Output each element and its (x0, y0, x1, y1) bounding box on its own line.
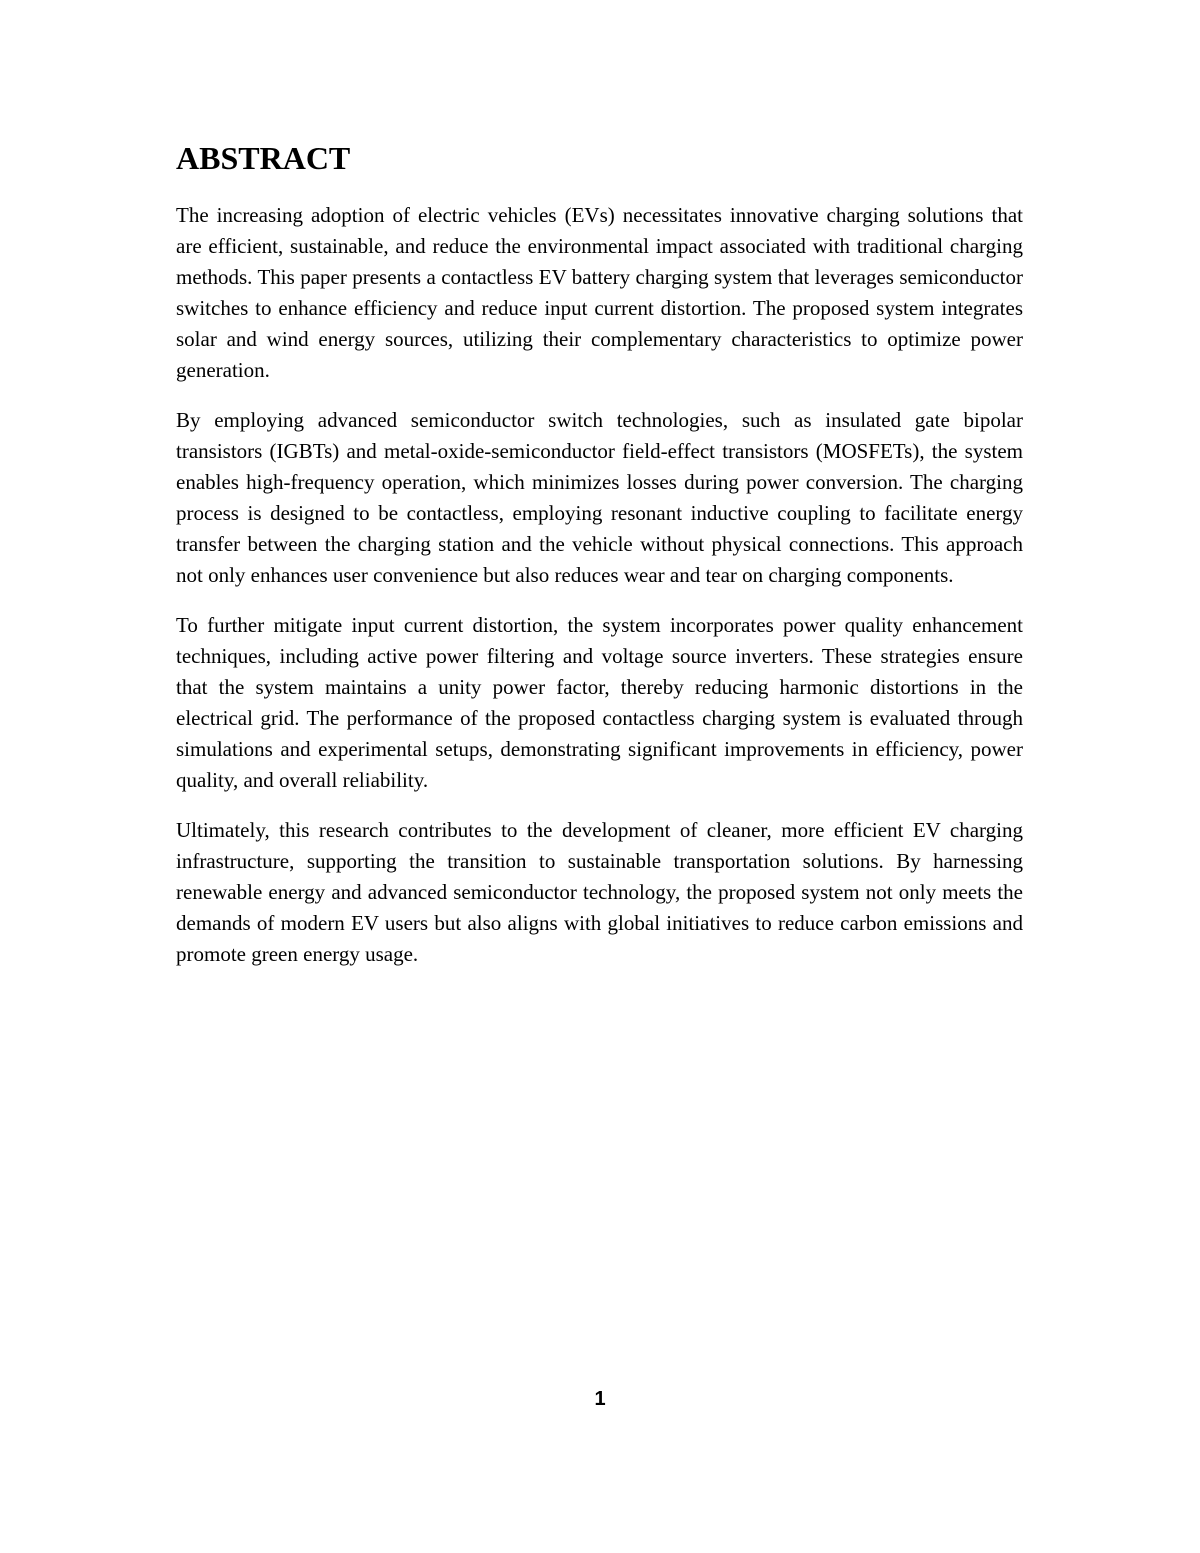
paragraph: Ultimately, this research contributes to the development of cleaner, more efficient EV charging infrastructure, supporting the transition to sustainable transportation solutions. By harnessing renewable energy and advanced semiconductor technology, the proposed system not only meets the demands of modern EV users but also aligns with global initiatives to reduce carbon emissions and promote green energy usage. (176, 818, 1023, 966)
page-number: 1 (594, 1388, 606, 1410)
abstract-body (176, 200, 1023, 989)
paragraph: By employing advanced semiconductor switch technologies, such as insulated gate bipolar transistors (IGBTs) and metal-oxide-semiconductor field-effect transistors (MOSFETs), the system enables high-frequency operation, which minimizes losses during power conversion. The charging process is designed to be contactless, employing resonant inductive coupling to facilitate energy transfer between the charging station and the vehicle without physical connections. This approach not only enhances user convenience but also reduces wear and tear on charging components. (176, 408, 1023, 587)
section-heading: ABSTRACT (176, 140, 351, 176)
paragraph: The increasing adoption of electric vehicles (EVs) necessitates innovative charging solutions that are efficient, sustainable, and reduce the environmental impact associated with traditional charging methods. This paper presents a contactless EV battery charging system that leverages semiconductor switches to enhance efficiency and reduce input current distortion. The proposed system integrates solar and wind energy sources, utilizing their complementary characteristics to optimize power generation. (176, 203, 1023, 382)
paragraph: To further mitigate input current distortion, the system incorporates power quality enhancement techniques, including active power filtering and voltage source inverters. These strategies ensure that the system maintains a unity power factor, thereby reducing harmonic distortions in the electrical grid. The performance of the proposed contactless charging system is evaluated through simulations and experimental setups, demonstrating significant improvements in efficiency, power quality, and overall reliability. (176, 613, 1023, 792)
